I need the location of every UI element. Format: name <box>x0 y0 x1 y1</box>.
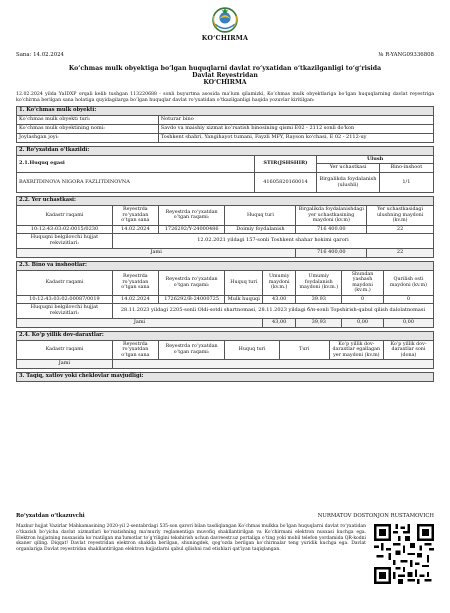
land-basis-value: 12.02.2021 yildagi 157-sonli Toshkent shahar hokimi qarori <box>112 234 433 249</box>
coat-of-arms-emblem <box>211 6 239 34</box>
object-name-label: Ko‘chmas mulk obyektining nomi: <box>17 124 159 133</box>
extract-heading: KO‘CHIRMA <box>201 34 249 42</box>
land-cadastre: 10:12:43:03:02:0015/0230 <box>17 225 113 234</box>
land-basis-label: Huquqni belgilovchi hujjat rekvizitlari: <box>17 234 113 249</box>
land-total-label: Jami <box>17 248 296 257</box>
bldg-col-date: Reyestrda ro‘yxatdan o‘tgan sana <box>112 270 158 295</box>
land-col-regno: Reyestrda ro‘yxatdan o‘tgan raqami: <box>158 206 225 226</box>
trees-col-right: Huquq turi <box>225 340 279 360</box>
bldg-basis-label: Huquqni belgilovchi hujjat rekvizitlari: <box>17 304 113 319</box>
land-total-share: 22 <box>367 248 434 257</box>
table-row <box>17 225 434 234</box>
bldg-col-living-area: Shundan yashash maydoni (kv.m.) <box>342 270 384 295</box>
bldg-col-common-area: Umumiy foydalanish maydoni (kv.m.) <box>296 270 342 295</box>
section-2-2-title: 2.2. Yer uchastkasi: <box>17 197 434 206</box>
trees-col-type: Turi <box>279 340 329 360</box>
building-share-header: Bino-inshoot <box>379 164 433 173</box>
owner-header: 2.1.Huquq egasi <box>17 155 255 173</box>
bldg-living-area-sum: 0,00 <box>342 318 384 327</box>
trees-col-regno: Reyestrda ro‘yxatdan o‘tgan raqami: <box>158 340 225 360</box>
owner-name: BAXRITDINOVA NIGORA FAZLITDINOVNA <box>17 173 255 193</box>
section-2-4-title: 2.4. Ko‘p yillik dov-daraxtlar: <box>17 331 434 340</box>
qr-code-icon[interactable] <box>374 524 434 584</box>
registrar-label: Ro‘yxatdan o‘tkazuvchi <box>16 513 85 519</box>
land-share-header: Yer uchastkasi <box>317 164 380 173</box>
section-1-table <box>16 106 434 143</box>
bldg-basis-value: 28.11.2023 yildagi 2205-sonli Oldi-sotdi shartnomasi, 28.11.2023 yildagi б/н-sonli Topshirish-qabul qilish dalolatnomasi <box>112 304 433 319</box>
bldg-date: 14.02.2024 <box>112 295 158 304</box>
land-right: Doimiy foydalanish <box>225 225 296 234</box>
land-col-cadastre: Kadastr raqami <box>17 206 113 226</box>
meta-row <box>16 52 434 58</box>
owner-stir: 41605820160014 <box>254 173 317 193</box>
bldg-col-footprint: Qurilish osti maydoni (kv.m) <box>383 270 433 295</box>
registrar-name: NURMATOV DOSTONJON RUSTAMOVICH <box>317 513 434 519</box>
document-title <box>16 65 434 87</box>
trees-col-date: Reyestrda ro‘yxatdan o‘tgan sana <box>112 340 158 360</box>
object-type-label: Ko‘chmas mulk obyekti turi: <box>17 115 159 124</box>
bldg-common-area: 39.93 <box>296 295 342 304</box>
legal-notice: Mazkur hujjat Vazirlar Mahkamasining 2020-yil 2-sentabrdagi 535-son qarori bilan tasdiqlangan Ko‘chmas mulkka bo‘lgan huquqlarni davlat ro‘yxatidan o‘tkazish bo‘yicha davlat xizmatlari ko‘rsatishning ma'muriy reglamentiga muvofiq shakllantirilgan va Ko‘chirmani elektron nusxasi kuchga ega. Elektron hujjatning nusxasida ko‘rsatilgan ma'lumotlar to‘g‘riligini tekshirish uchun davreestr.uz portaliga o‘ting yoki mobil telefon yordamida QR-kodni skaner qiling. Diqqat! Davlat reyestridan elektron shaklda berilgan, shuningdek, qog‘ozda berilgan ko‘chirmalar teng yuridik kuchga ega. Davlat organlariga Davlat reyestridan shakllantirilgan elektron hujjatlarni qabul qilishni rad etishlari qat'iyan taqiqlangan. <box>16 524 366 553</box>
section-1-title: 1. Ko‘chmas mulk obyekti: <box>17 106 434 115</box>
land-col-date: Reyestrda ro‘yxatdan o‘tgan sana <box>112 206 158 226</box>
section-2-4-table <box>16 331 434 370</box>
trees-total-label: Jami <box>17 360 113 369</box>
trees-total-empty <box>112 360 433 369</box>
location-label: Joylashgan joyi: <box>17 133 159 142</box>
bldg-footprint: 0 <box>383 295 433 304</box>
building-share-value: 1/1 <box>379 173 433 193</box>
document-number: № R-YANG09336808 <box>378 52 434 59</box>
bldg-footprint-sum: 0,00 <box>383 318 433 327</box>
document-title-line-3: KO‘CHIRMA <box>203 79 247 87</box>
stir-header: STIR(JSHSHIR) <box>254 155 317 173</box>
section-3-title: 3. Taqiq, xatlov yoki cheklovlar mavjudligi: <box>17 373 434 382</box>
trees-col-count: Ko‘p yillik dov-daraxtlar soni (dona) <box>383 340 433 360</box>
bldg-total-label: Jami <box>17 318 263 327</box>
bldg-col-total-area: Umumiy maydoni (kv.m.) <box>263 270 296 295</box>
section-2-3-title: 2.3. Bino va inshootlar: <box>17 261 434 270</box>
land-col-right: Huquq turi <box>225 206 296 226</box>
bldg-col-right: Huquq turi <box>225 270 263 295</box>
table-row <box>17 295 434 304</box>
object-name-value: Savdo va maishiy xizmat ko‘rsatish binosining qismi E02 - 2112 sonli do'kon <box>158 124 433 133</box>
location-value: Toshkent shahri, Yangihayot tumani, Fayzli MFY, Rayson ko'chasi, E 02 - 2112-uy <box>158 133 433 142</box>
share-header: Ulush <box>317 155 434 164</box>
bldg-col-cadastre: Kadastr raqami <box>17 270 113 295</box>
intro-paragraph: 12.02.2024 yilda YaIDXP orqali kelib tushgan 113220688 - sonli buyurtma asosida ma'lum qilamizki, Ko‘chmas mulk obyektlariga bo‘lgan huquqlarning davlat reyestriga ko‘chirma berilgan sana holatiga quyidagilarga bo‘lgan huquqlar davlat ro‘yxatidan o‘tkazilganligi haqida yozuvlar kiritilgan: <box>16 91 434 103</box>
trees-col-cadastre: Kadastr raqami <box>17 340 113 360</box>
bldg-living-area: 0 <box>342 295 384 304</box>
land-regno: 1726292/Y-24000486 <box>158 225 225 234</box>
land-share-area: 22 <box>367 225 434 234</box>
bldg-col-regno: Reyestrda ro‘yxatdan o‘tgan raqami: <box>158 270 225 295</box>
section-2-table <box>16 146 434 193</box>
land-total-area: 716 400,00 <box>296 248 367 257</box>
section-2-3-table <box>16 261 434 328</box>
land-col-share-area: Yer uchastkasidagi ulushning maydoni (kv.m) <box>367 206 434 226</box>
section-3-table <box>16 372 434 382</box>
footer-body <box>16 524 434 584</box>
footer <box>16 513 434 584</box>
bldg-right: Mulk huquqi <box>225 295 263 304</box>
land-share-value: Birgalikda foydalanish (ulushli) <box>317 173 380 193</box>
issue-date: Sana: 14.02.2024 <box>16 52 64 59</box>
document-title-line-1: Ko‘chmas mulk obyektiga bo‘lgan huquqlarni davlat ro‘yxatidan o‘tkazilganligi to‘g‘risida <box>68 64 382 72</box>
document-title-line-2: Davlat Reyestridan <box>192 72 258 79</box>
trees-col-area: Ko‘p yillik dov-daraxtlar egallagan yer maydoni (kv.m) <box>329 340 383 360</box>
object-type-value: Noturar bino <box>158 115 433 124</box>
bldg-common-area-sum: 39,93 <box>296 318 342 327</box>
land-joint-area: 716 400.00 <box>296 225 367 234</box>
bldg-total-area: 43.00 <box>263 295 296 304</box>
bldg-regno: 1726292/B-24000725 <box>158 295 225 304</box>
signature-row <box>16 513 434 519</box>
section-2-title: 2. Ro‘yxatdan o‘tkazildi: <box>17 146 434 155</box>
bldg-cadastre: 10:12:43:03:02:00087/0019 <box>17 295 113 304</box>
land-date: 14.02.2024 <box>112 225 158 234</box>
land-col-joint-area: Birgalikda foydalanishdagi yer uchastkasining maydoni (kv.m) <box>296 206 367 226</box>
bldg-total-area-sum: 43,00 <box>263 318 296 327</box>
section-2-2-table <box>16 196 434 258</box>
